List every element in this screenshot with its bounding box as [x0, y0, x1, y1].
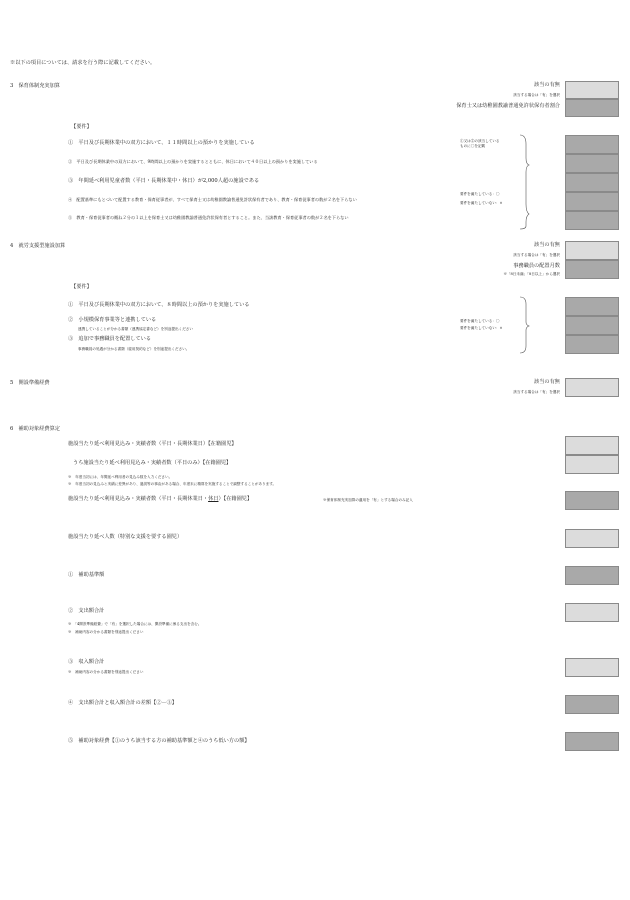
- sec6-calc-3-input[interactable]: [565, 658, 619, 677]
- sec3-req-4-cell[interactable]: [565, 192, 619, 211]
- sec3-side-note-1: ①又は②の該当している: [460, 139, 500, 143]
- sec3-req-2-cell[interactable]: [565, 154, 619, 173]
- sec3-ratio-label: 保育士又は幼稚園教諭普通免許状保有者割合: [456, 103, 560, 109]
- sec3-presence-label: 該当の有無: [534, 82, 560, 88]
- sec3-req-1-cell[interactable]: [565, 135, 619, 154]
- sec6-line-3-post: ）【在籍園児】: [218, 496, 253, 502]
- sec5-presence-note: 該当する場合は「有」を選択: [513, 390, 560, 394]
- sec4-req-2-note: 連携していることが分かる書類（連携協定書など）を別途提出ください: [78, 327, 193, 331]
- sec3-side-note-4: 要件を満たしていない：×: [460, 201, 503, 205]
- sec3-presence-select[interactable]: [565, 81, 619, 99]
- sec6-calc-3: ③ 収入額合計: [68, 659, 105, 665]
- section-4-heading: 4 就労支援型施設加算: [10, 243, 66, 249]
- sec4-req-1: ① 平日及び長期休業中の双方において、８時間以上の預かりを実施している: [68, 302, 250, 308]
- sec6-line-3-pre: 施設当たり延べ利用見込み・実績者数（平日・長期休業日・: [68, 496, 209, 502]
- sec4-req-1-cell[interactable]: [565, 297, 619, 316]
- sec6-calc-3-note: ※ 補助内容の分かる書類を別途提出ください: [68, 670, 144, 674]
- sec4-staff-note: ※「8日未満」「8日以上」から選択: [503, 272, 560, 276]
- sec3-req-5: ⑤ 教育・保育従事者の概ね２分の１以上を保育士又は幼稚園教諭普通免許状保有者とすること。また、当該教育・保育従事者の数が２名を下らない: [68, 215, 349, 220]
- sec3-side-note-2: ものに〇を記載: [460, 144, 486, 148]
- sec4-presence-label: 該当の有無: [534, 242, 560, 248]
- sec6-calc-1: ① 補助基準額: [68, 572, 105, 578]
- section-5-heading: 5 開設準備経費: [10, 380, 50, 386]
- sec6-line-2-input[interactable]: [565, 455, 619, 474]
- sec3-req-1: ① 平日及び長期休業中の双方において、１１時間以上の預かりを実施している: [68, 140, 255, 146]
- sec4-req-3: ③ 追加で事務職員を配置している: [68, 336, 152, 342]
- sec4-presence-select[interactable]: [565, 241, 619, 260]
- sec4-brace: [518, 296, 530, 354]
- sec3-brace: [518, 134, 530, 230]
- sec4-side-note-1: 要件を満たしている：〇: [460, 319, 500, 323]
- sec4-presence-note: 該当する場合は「有」を選択: [513, 253, 560, 257]
- sec6-line-3-holiday: 休日: [208, 496, 219, 502]
- sec3-req-3: ③ 年間延べ利用児童者数（平日・長期休業中・休日）が2,000人超の施設である: [68, 178, 260, 184]
- sec6-line-3-note: ※保育体制充実加算の適用を「有」とする場合のみ記入: [323, 498, 413, 502]
- sec3-req-3-cell[interactable]: [565, 173, 619, 192]
- sec6-calc-1-value: [565, 566, 619, 585]
- section-3-heading: 3 保育体制充実加算: [10, 83, 60, 89]
- sec4-req-3-cell[interactable]: [565, 335, 619, 354]
- sec6-line-3: [68, 497, 252, 502]
- sec6-note-1: ※ 年度当初には、年間延べ利用者の見込み数を入力ください。: [68, 475, 173, 479]
- sec4-staff-label: 事務職員の配置月数: [513, 263, 560, 269]
- section-6-heading: 6 補助対象経費算定: [10, 426, 60, 432]
- sec3-side-note-3: 要件を満たしている：〇: [460, 192, 500, 196]
- sec6-calc-4: ④ 支出額合計と収入額合計の差額【②－③】: [68, 700, 177, 706]
- sec3-req-heading: 【要件】: [71, 124, 92, 130]
- sec6-line-2: うち施設当たり延べ利用見込み・実績者数（平日のみ）【在籍園児】: [73, 460, 232, 466]
- sec6-line-3-value: [565, 491, 619, 510]
- sec6-calc-5-value: [565, 732, 619, 751]
- sec6-line-1-input[interactable]: [565, 436, 619, 455]
- sec6-calc-2-note-1: ※ 「4開設準備経費」で「有」を選択した場合には、開設準備に係る支出を含む。: [68, 622, 202, 626]
- sec3-ratio-value: [565, 99, 619, 117]
- sec3-presence-note: 該当する場合は「有」を選択: [513, 93, 560, 97]
- sec3-req-4: ④ 配置基準にもとづいて配置する教育・保育従事者が、すべて保育士又は幼稚園教諭普通免許状保有者であり、教育・保育従事者の数が２名を下らない: [68, 197, 357, 202]
- sec4-req-heading: 【要件】: [71, 284, 92, 290]
- sec6-calc-2-input[interactable]: [565, 603, 619, 622]
- sec3-req-2: ② 平日及び長期休業中の双方において、9時間以上の預かりを実施するとともに、休日において４０日以上の預かりを実施している: [68, 159, 318, 164]
- sec6-calc-2: ② 支出額合計: [68, 608, 105, 614]
- sec3-req-5-cell[interactable]: [565, 211, 619, 230]
- sec6-note-2: ※ 年度当初の見込みと実績に差異があり、過誤等の事由がある場合、年度末に精算を実施することで調整することがあります。: [68, 482, 277, 486]
- intro-note: ※以下の項目については、請求を行う際に記載してください。: [10, 60, 156, 66]
- sec6-line-1: 施設当たり延べ利用見込み・実績者数（平日・長期休業日）【在籍園児】: [68, 441, 237, 447]
- sec4-req-2: ② 小規模保育事業等と連携している: [68, 317, 157, 323]
- sec4-req-2-cell[interactable]: [565, 316, 619, 335]
- sec6-calc-5: ⑤ 補助対象経費【①のうち該当する方の補助基準額と④のうち低い方の額】: [68, 738, 250, 744]
- sec4-side-note-2: 要件を満たしていない：×: [460, 326, 503, 330]
- sec5-presence-label: 該当の有無: [534, 379, 560, 385]
- sec6-calc-2-note-2: ※ 補助内容の分かる書類を別途提出ください: [68, 630, 144, 634]
- sec6-line-4-input[interactable]: [565, 529, 619, 548]
- sec4-staff-select[interactable]: [565, 260, 619, 279]
- sec4-req-3-note: 事務職員の処遇が分かる書類（雇用契約など）を別途提出ください。: [78, 347, 190, 351]
- sec6-calc-4-value: [565, 695, 619, 714]
- sec6-line-4: 施設当たり延べ人数（特別な支援を要する園児）: [68, 534, 183, 540]
- sec5-presence-select[interactable]: [565, 378, 619, 397]
